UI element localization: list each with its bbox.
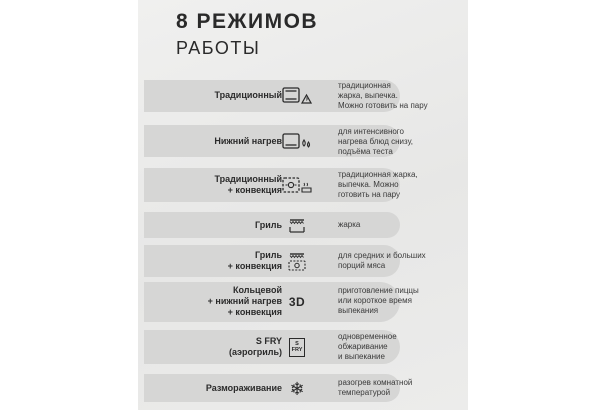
mode-label: Размораживание	[205, 383, 282, 393]
page-title: 8 РЕЖИМОВ	[176, 10, 319, 33]
mode-description: для средних и больших порций мяса	[338, 251, 426, 270]
mode-label: Кольцевой + нижний нагрев + конвекция	[207, 285, 282, 317]
mode-description: одновременное обжаривание и выпекание	[338, 332, 397, 361]
mode-description: приготовление пиццы или короткое время выпекания	[338, 286, 419, 315]
mode-description: для интенсивного нагрева блюд снизу, подъёма теста	[338, 127, 414, 156]
mode-row-traditional	[138, 76, 468, 116]
mode-row-grill	[138, 210, 468, 240]
convection-steam-icon	[282, 175, 312, 197]
mode-row-bottom-heat	[138, 121, 468, 161]
mode-label: S FRY (аэрогриль)	[229, 336, 282, 357]
grill-icon	[282, 214, 312, 236]
snowflake-icon: ❄	[289, 379, 305, 399]
mode-description: жарка	[338, 220, 361, 229]
mode-row-sfry	[138, 328, 468, 370]
mode-row-defrost	[138, 372, 468, 406]
top-bottom-steam-icon	[282, 85, 312, 107]
mode-label: Гриль + конвекция	[227, 250, 282, 271]
page-subtitle: РАБОТЫ	[176, 38, 261, 58]
mode-description: традиционная жарка, выпечка. Можно готовить на пару	[338, 81, 428, 110]
grill-convection-icon	[282, 250, 312, 272]
3d-icon: 3D	[288, 295, 306, 309]
mode-description: разогрев комнатной температурой	[338, 378, 413, 397]
mode-row-ring-bottom-convection	[138, 282, 468, 326]
mode-label: Традиционный + конвекция	[214, 174, 282, 195]
mode-row-grill-convection	[138, 243, 468, 281]
mode-label: Нижний нагрев	[214, 136, 282, 146]
sfry-icon-box: S FRY	[289, 338, 305, 357]
mode-row-traditional-convection	[138, 166, 468, 206]
mode-label: Гриль	[254, 220, 282, 230]
mode-description: традиционная жарка, выпечка. Можно готовить на пару	[338, 170, 418, 199]
mode-label: Традиционный	[214, 90, 282, 100]
bottom-heat-steam-icon	[282, 131, 312, 153]
modes-card	[138, 0, 468, 410]
sfry-icon	[282, 336, 312, 358]
